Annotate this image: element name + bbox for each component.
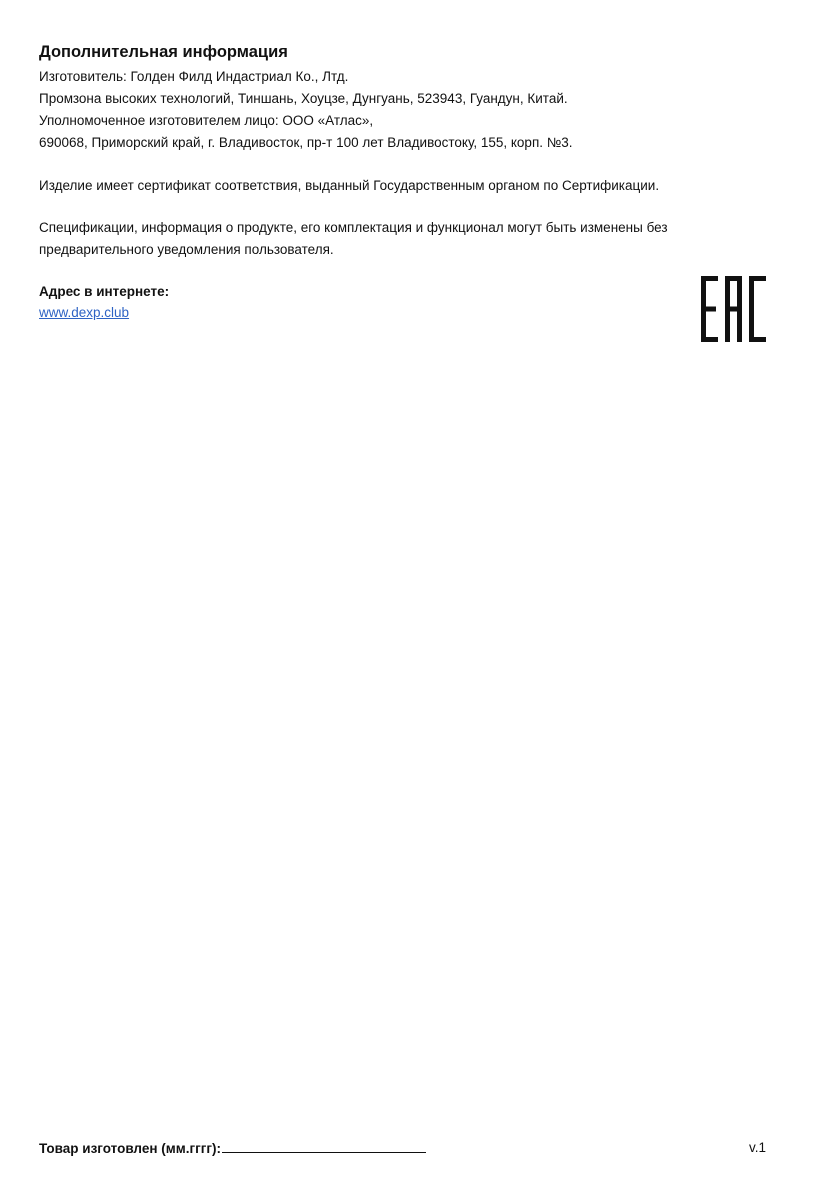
- section-title: Дополнительная информация: [39, 43, 288, 61]
- authorized-person-line: Уполномоченное изготовителем лицо: ООО «Атлас»,: [39, 113, 374, 128]
- certificate-text: Изделие имеет сертификат соответствия, выданный Государственным органом по Сертификации.: [39, 178, 660, 193]
- web-address-label: Адрес в интернете:: [39, 284, 170, 299]
- eac-mark-icon: [701, 276, 766, 342]
- manufacture-date-field: [39, 1138, 426, 1159]
- eac-letter-a: [725, 276, 742, 342]
- manufacturer-address-line: Промзона высоких технологий, Тиншань, Хоуцзе, Дунгуань, 523943, Гуандун, Китай.: [39, 91, 568, 106]
- manufacturer-line: Изготовитель: Голден Филд Индастриал Ко., Лтд.: [39, 69, 349, 84]
- specs-notice-line-1: Спецификации, информация о продукте, его комплектация и функционал могут быть изменены без: [39, 220, 668, 235]
- document-body: [39, 42, 769, 323]
- manufacture-date-blank: [222, 1138, 426, 1153]
- eac-letter-c: [749, 276, 766, 342]
- website-link[interactable]: www.dexp.club: [39, 305, 130, 320]
- specs-notice-line-2: предварительного уведомления пользователя.: [39, 242, 334, 257]
- authorized-address-line: 690068, Приморский край, г. Владивосток, пр-т 100 лет Владивостоку, 155, корп. №3.: [39, 135, 573, 150]
- manufacture-date-label: Товар изготовлен (мм.гггг):: [39, 1141, 221, 1156]
- eac-letter-e: [701, 276, 718, 342]
- version-label: v.1: [748, 1140, 766, 1155]
